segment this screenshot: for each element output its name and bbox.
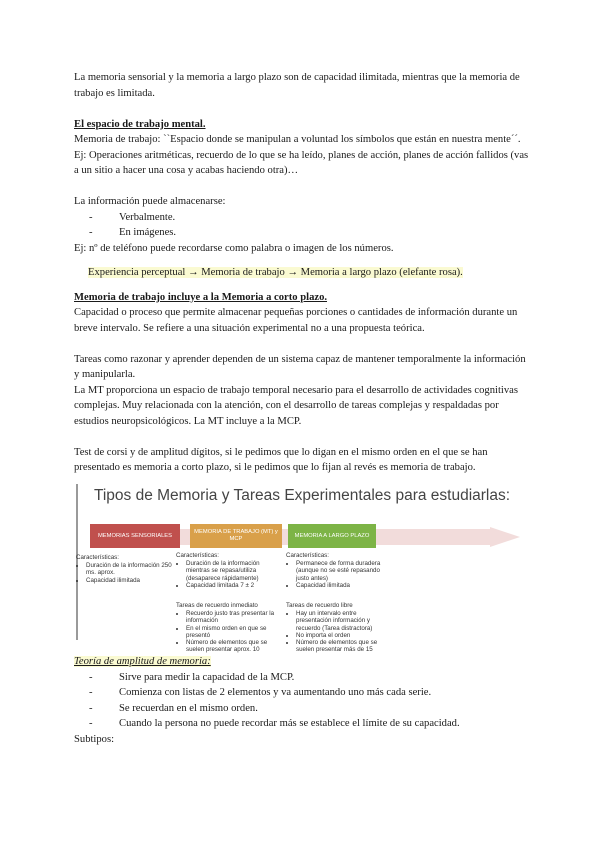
box-largo-plazo: MEMORIA A LARGO PLAZO <box>288 524 376 548</box>
col-title: Tareas de recuerdo libre <box>286 602 353 609</box>
corto-text: Capacidad o proceso que permite almacenar pequeñas porciones o cantidades de información durante un breve intervalo. Se refiere a una situación experimental no a una propuesta teórica. <box>74 307 518 334</box>
intro-paragraph: La memoria sensorial y la memoria a largo plazo son de capacidad ilimitada, mientras que la memoria de trabajo es limitada. <box>74 72 520 99</box>
col-trabajo <box>176 552 280 589</box>
list-item: • Capacidad ilimitada <box>296 582 390 589</box>
list-item: • En el mismo orden en que se presentó <box>186 625 280 639</box>
almacen-list <box>74 210 530 241</box>
slide-title: Tipos de Memoria y Tareas Experimentales para estudiarlas: <box>93 487 511 504</box>
col-sensorial <box>76 554 172 584</box>
list-item: • Hay un intervalo entre presentación información y recuerdo (Tarea distractora) <box>296 610 390 632</box>
list-item: - Se recuerdan en el mismo orden. <box>89 701 530 717</box>
col-title: Características: <box>286 552 329 559</box>
col-recuerdo-libre <box>286 602 390 653</box>
box-sensorial: MEMORIAS SENSORIALES <box>90 524 180 548</box>
list-item: • Capacidad ilimitada <box>86 577 172 584</box>
list-item: • Número de elementos que se suelen presentar aprox. 10 <box>186 639 280 653</box>
test-paragraph: Test de corsi y de amplitud dígitos, si le pedimos que lo digan en el mismo orden en el que se han presentado es memoria a corto plazo, si le pedimos que lo fijan al revés es memoria de trabajo. <box>74 446 488 473</box>
document-page-lower <box>74 654 530 747</box>
amplitud-heading <box>74 654 530 670</box>
flow-highlight: Experiencia perceptual → Memoria de trabajo → Memoria a largo plazo (elefante rosa). <box>88 267 463 278</box>
flow-sentence <box>74 265 530 281</box>
list-item: - En imágenes. <box>89 225 530 241</box>
memory-types-slide <box>76 484 522 654</box>
amplitud-list <box>74 670 530 732</box>
almacen-example: Ej: nº de teléfono puede recordarse como palabra o imagen de los números. <box>74 242 394 254</box>
list-item: • Duración de la información mientras se repasa/utiliza (desaparece rápidamente) <box>186 560 280 582</box>
document-page <box>74 70 530 476</box>
espacio-definition: Memoria de trabajo: ``Espacio donde se manipulan a voluntad los símbolos que están en nuestra mente´´. Ej: Operaciones aritméticas, recuerdo de lo que se ha leído, planes de acción, planes de acción fallidos (vas a un sitio a hacer una cosa y acabas haciendo otra)… <box>74 134 529 176</box>
list-item: - Comienza con listas de 2 elementos y va aumentando uno más cada serie. <box>89 685 530 701</box>
list-item: • Capacidad limitada 7 ± 2 <box>186 582 280 589</box>
subtipos-label: Subtipos: <box>74 733 115 745</box>
col-recuerdo-inmediato <box>176 602 280 653</box>
col-title: Características: <box>176 552 219 559</box>
list-item: - Sirve para medir la capacidad de la MCP. <box>89 670 530 686</box>
amplitud-heading-text: Teoría de amplitud de memoria: <box>74 656 211 667</box>
list-item: - Cuando la persona no puede recordar más se establece el límite de su capacidad. <box>89 716 530 732</box>
corto-heading: Memoria de trabajo incluye a la Memoria a corto plazo. <box>74 291 328 303</box>
list-item: • Recuerdo justo tras presentar la información <box>186 610 280 624</box>
almacen-intro: La información puede almacenarse: <box>74 196 226 207</box>
list-item: • No importa el orden <box>296 632 390 639</box>
tareas-paragraph-2: La MT proporciona un espacio de trabajo temporal necesario para el desarrollo de actividades cognitivas complejas. Muy relacionada con la atención, con el desarrollo de tareas complejas y respaldadas por estudios neuropsicológicos. La MT incluye a la MCP. <box>74 384 518 427</box>
list-item: • Permanece de forma duradera (aunque no se esté repasando justo antes) <box>296 560 390 582</box>
col-largo-plazo <box>286 552 390 589</box>
list-item: - Verbalmente. <box>89 210 530 226</box>
col-title: Tareas de recuerdo inmediato <box>176 602 258 609</box>
list-item: • Número de elementos que se suelen presentar más de 15 <box>296 639 390 653</box>
col-title: Características: <box>76 554 119 561</box>
list-item: • Duración de la información 250 ms. aprox. <box>86 562 172 576</box>
box-trabajo: MEMORIA DE TRABAJO (MT) y MCP <box>190 524 282 548</box>
espacio-heading: El espacio de trabajo mental. <box>74 118 206 130</box>
tareas-paragraph-1: Tareas como razonar y aprender dependen de un sistema capaz de mantener temporalmente la información y manipularla. <box>74 353 526 380</box>
